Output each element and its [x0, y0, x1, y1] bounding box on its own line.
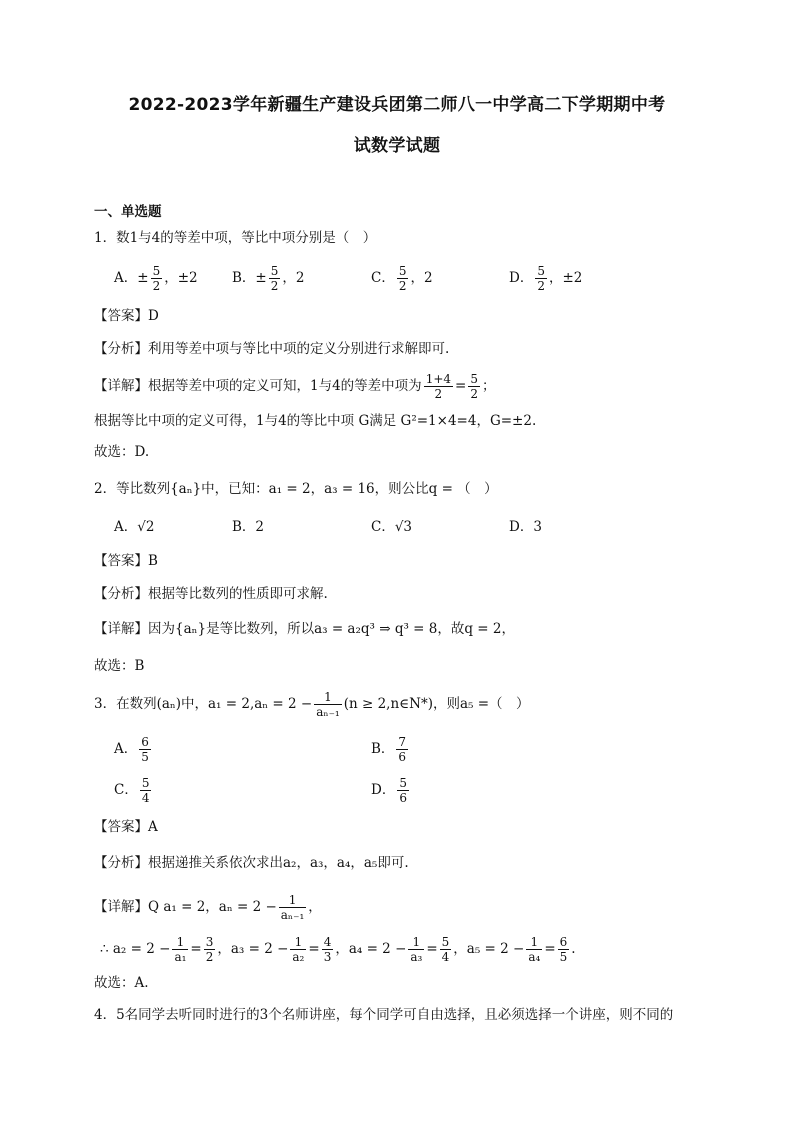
q1-analysis: 【分析】利用等差中项与等比中项的定义分别进行求解即可.: [94, 341, 450, 357]
q3-detail: 【详解】Q a₁ = 2，aₙ = 2 − $\frac{1}{\text{aₙ₋₁}}$ ，: [94, 893, 322, 922]
q3-choose: 故选：A.: [94, 975, 149, 991]
title-line-1: 2022-2023学年新疆生产建设兵团第二师八一中学高二下学期期中考: [128, 95, 666, 115]
q3-option-c: C． $\frac{5}{4}$: [114, 776, 150, 805]
q3-option-a: A． $\frac{6}{5}$: [114, 735, 149, 764]
q2-stem: 2．等比数列{aₙ}中，已知：a₁ = 2，a₃ = 16，则公比q = （ ）: [94, 481, 498, 497]
q3-stem: 3．在数列(aₙ)中，a₁ = 2,aₙ = 2 − $\frac{1}{\text{aₙ₋₁}}$ (n ≥ 2,n∈N*)，则a₅ =（ ）: [94, 690, 530, 719]
q3-option-d: D． $\frac{5}{6}$: [371, 776, 407, 805]
title-line-2: 试数学试题: [353, 136, 441, 156]
q1-stem: 1．数1与4的等差中项，等比中项分别是（ ）: [94, 230, 377, 246]
q2-option-d: D．3: [509, 519, 542, 535]
q1-choose: 故选：D.: [94, 444, 150, 460]
q1-option-a: A．± $\frac{5}{2}$ ，±2: [114, 264, 198, 293]
q4-stem: 4．5名同学去听同时进行的3个名师讲座，每个同学可自由选择，且必须选择一个讲座，则不同的: [94, 1007, 674, 1023]
q2-answer: 【答案】B: [94, 553, 158, 569]
q1-option-b: B．± $\frac{5}{2}$ ，2: [232, 264, 305, 293]
q2-option-b: B．2: [232, 519, 265, 535]
q1-answer: 【答案】D: [94, 308, 159, 324]
q1-option-d: D． $\frac{5}{2}$ ，±2: [509, 264, 583, 293]
q2-option-c: C．√3: [371, 519, 413, 535]
q3-option-b: B． $\frac{7}{6}$: [371, 735, 407, 764]
q2-option-a: A．√2: [114, 519, 155, 535]
q1-option-c: C． $\frac{5}{2}$ ，2: [371, 264, 433, 293]
q2-analysis: 【分析】根据等比数列的性质即可求解.: [94, 586, 328, 602]
q3-answer: 【答案】A: [94, 819, 158, 835]
q2-detail: 【详解】因为{aₙ}是等比数列，所以a₃ = a₂q³ ⇒ q³ = 8，故q = 2，: [94, 621, 515, 637]
section-heading: 一、单选题: [94, 204, 162, 220]
q3-calc: ∴ a₂ = 2 − $\frac{1}{\text{a₁}}$ = $\frac{3}{2}$ ，a₃ = 2 − $\frac{1}{\text{a₂}}$ = $\frac{4}{3}$ ，a₄ = 2 − $\frac{1}{\text{a₃}}$ = $\frac{5}{4}$ ，a₅ = 2 − $\frac{1}{\text{a₄}}$ = $\frac{6}{5}$ .: [100, 935, 576, 964]
q1-detail-2: 根据等比中项的定义可得，1与4的等比中项 G满足 G²=1×4=4，G=±2.: [94, 413, 537, 429]
q2-choose: 故选：B: [94, 658, 145, 674]
q1-detail: 【详解】根据等差中项的定义可知，1与4的等差中项为 $\frac{1+4}{2}$ = $\frac{5}{2}$ ；: [94, 372, 496, 401]
q3-analysis: 【分析】根据递推关系依次求出a₂，a₃，a₄，a₅即可.: [94, 855, 409, 871]
